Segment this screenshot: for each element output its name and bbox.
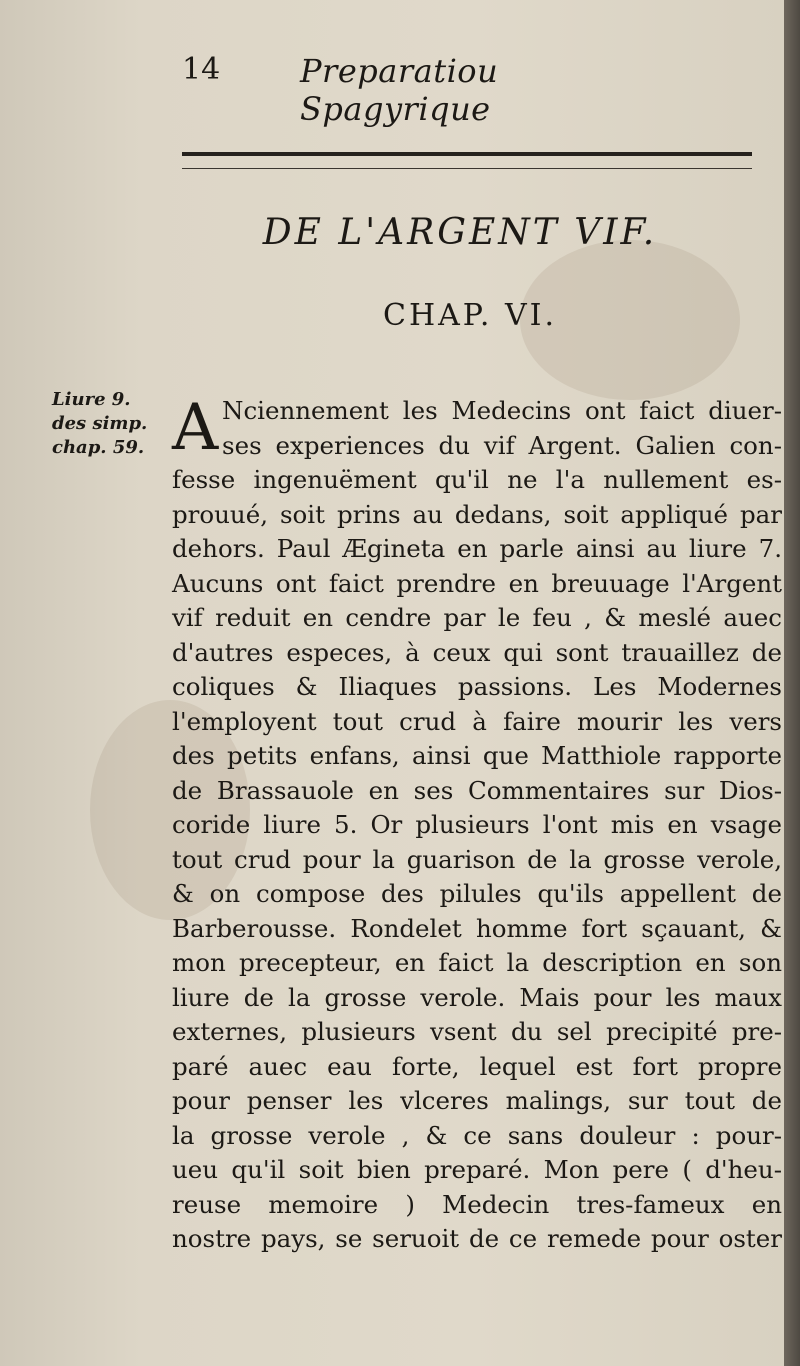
text-line: mon precepteur, en faict la description en son <box>172 948 782 977</box>
section-title: DE L'ARGENT VIF. <box>262 212 658 253</box>
text-line: l'employent tout crud à faire mourir les vers <box>172 706 782 736</box>
text-line: coride liure 5. Or plusieurs l'ont mis en vsage <box>172 810 782 839</box>
text-line: reuse memoire ) Medecin tres-fameux en <box>172 1189 782 1219</box>
text-line: Aucuns ont faict prendre en breuuage l'Argent <box>172 568 782 598</box>
text-line: ueu qu'il soit bien preparé. Mon pere ( d'heu- <box>172 1155 782 1184</box>
text-line: vif reduit en cendre par le feu , & meslé auec <box>172 603 782 632</box>
text-line: la grosse verole , & ce sans douleur : pour- <box>172 1120 782 1150</box>
text-line: coliques & Iliaques passions. Les Modernes <box>172 672 782 701</box>
drop-cap: A <box>172 391 219 465</box>
text-line: paré auec eau forte, lequel est fort propre <box>172 1051 782 1081</box>
text-line: pour penser les vlceres malings, sur tout de <box>172 1086 782 1115</box>
header-rule <box>182 152 752 169</box>
text-line: tout crud pour la guarison de la grosse verole, <box>172 844 782 874</box>
page-number: 14 <box>182 52 221 87</box>
text-line: externes, plusieurs vsent du sel precipité pre- <box>172 1017 782 1046</box>
text-line: dehors. Paul Ægineta en parle ainsi au liure 7. <box>172 534 782 563</box>
text-line: d'autres especes, à ceux qui sont trauaillez de <box>172 637 782 667</box>
text-line: nostre pays, se seruoit de ce remede pour oster <box>172 1224 782 1253</box>
margin-note-line: chap. 59. <box>52 437 145 458</box>
margin-note-line: des simp. <box>52 413 148 434</box>
text-line: prouué, soit prins au dedans, soit appliqué par <box>172 499 782 529</box>
text-line: de Brassauole en ses Commentaires sur Dios- <box>172 775 782 805</box>
text-line: liure de la grosse verole. Mais pour les maux <box>172 982 782 1012</box>
margin-note-line: Liure 9. <box>52 389 131 410</box>
page-edge <box>784 0 800 1366</box>
chapter-heading: CHAP. VI. <box>382 298 557 333</box>
text-line: Nciennement les Medecins ont faict diuer- <box>222 396 782 425</box>
page-header <box>182 52 662 128</box>
running-title: Preparatiou Spagyrique <box>300 52 499 128</box>
text-line: ses experiences du vif Argent. Galien con- <box>222 430 782 460</box>
margin-note <box>52 388 162 460</box>
text-line: Barberousse. Rondelet homme fort sçauant, & <box>172 913 782 943</box>
text-line: & on compose des pilules qu'ils appellent de <box>172 879 782 908</box>
text-line: des petits enfans, ainsi que Matthiole rapporte <box>172 741 782 770</box>
body-text <box>172 391 782 1257</box>
text-line: fesse ingenuëment qu'il ne l'a nullement es- <box>172 465 782 494</box>
